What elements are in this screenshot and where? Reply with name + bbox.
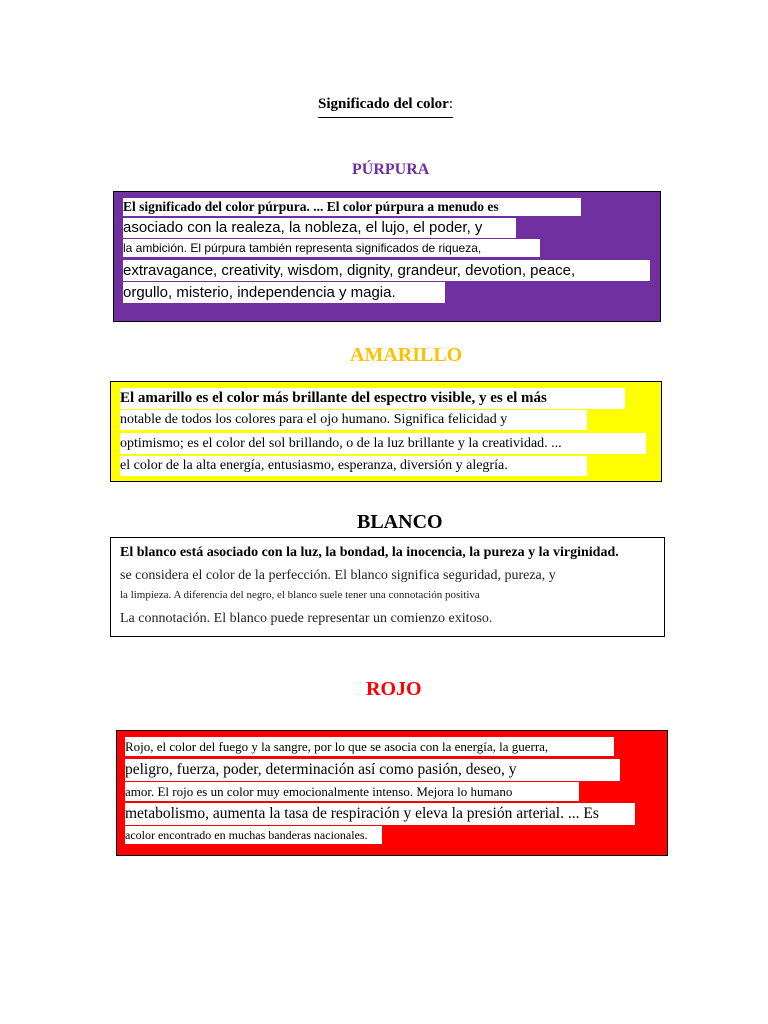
rojo-line-2: peligro, fuerza, poder, determinación así como pasión, deseo, y [125, 759, 620, 781]
amarillo-box [110, 381, 662, 482]
blanco-line-4: La connotación. El blanco puede representar un comienzo exitoso. [120, 611, 493, 626]
amarillo-line-1: El amarillo es el color más brillante del espectro visible, y es el más [120, 388, 625, 409]
page-title-colon: : [448, 96, 454, 112]
purpura-line-4: extravagance, creativity, wisdom, dignity, grandeur, devotion, peace, [123, 260, 650, 281]
page-title-text: Significado del color [318, 96, 449, 112]
purpura-line-1: El significado del color púrpura. ... El color púrpura a menudo es [123, 198, 581, 216]
page-title [318, 96, 453, 118]
blanco-line-1: El blanco está asociado con la luz, la bondad, la inocencia, la pureza y la virginidad. [120, 545, 619, 560]
rojo-heading: ROJO [366, 678, 422, 700]
purpura-box [113, 191, 661, 322]
amarillo-line-3: optimismo; es el color del sol brillando, o de la luz brillante y la creatividad. ... [120, 433, 646, 454]
amarillo-line-4: el color de la alta energía, entusiasmo, esperanza, diversión y alegría. [120, 456, 587, 476]
blanco-line-2: se considera el color de la perfección. El blanco significa seguridad, pureza, y [120, 568, 556, 583]
purpura-line-3: la ambición. El púrpura también representa significados de riqueza, [123, 239, 540, 257]
blanco-line-3: la limpieza. A diferencia del negro, el blanco suele tener una connotación positiva [120, 589, 480, 601]
amarillo-heading: AMARILLO [350, 344, 463, 366]
rojo-line-4: metabolismo, aumenta la tasa de respiración y eleva la presión arterial. ... Es [125, 803, 635, 825]
blanco-heading: BLANCO [357, 511, 443, 533]
purpura-line-5: orgullo, misterio, independencia y magia. [123, 282, 445, 303]
rojo-box [116, 730, 668, 856]
rojo-line-5: acolor encontrado en muchas banderas nacionales. [125, 826, 382, 844]
purpura-heading: PÚRPURA [352, 161, 430, 178]
blanco-box [110, 537, 665, 637]
rojo-line-1: Rojo, el color del fuego y la sangre, por lo que se asocia con la energía, la guerra, [125, 737, 614, 756]
purpura-line-2: asociado con la realeza, la nobleza, el lujo, el poder, y [123, 218, 516, 238]
amarillo-line-2: notable de todos los colores para el ojo humano. Significa felicidad y [120, 410, 587, 430]
rojo-line-3: amor. El rojo es un color muy emocionalmente intenso. Mejora lo humano [125, 782, 579, 801]
